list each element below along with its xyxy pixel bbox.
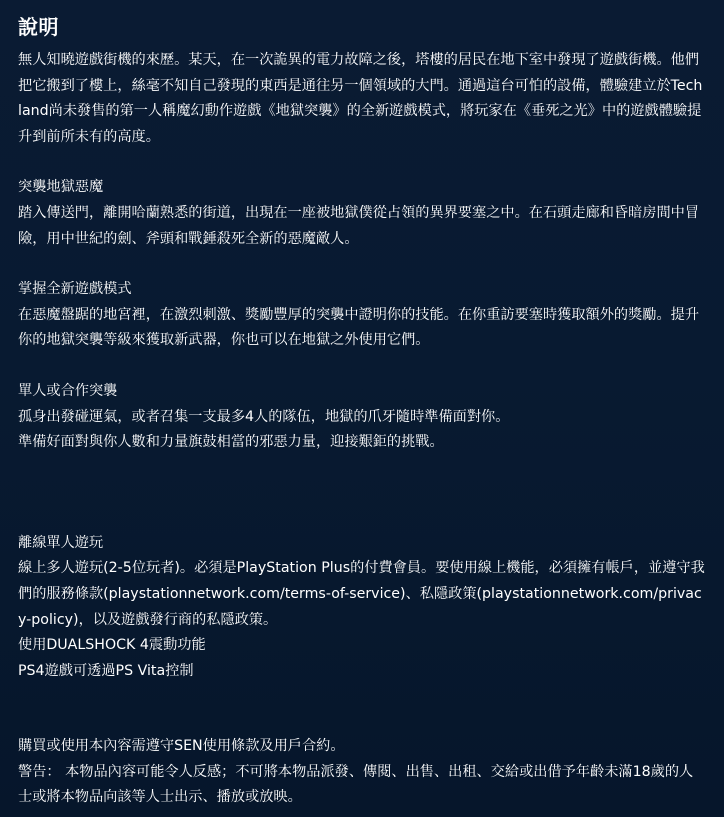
spacer (18, 150, 706, 175)
feature-section-raid (18, 175, 706, 252)
spacer (18, 456, 706, 531)
legal-section (18, 734, 706, 811)
legal-warning-line: 警告： 本物品內容可能令人反感；不可將本物品派發、傳閱、出售、出租、交給或出借予年齡未滿18歲的人士或將本物品向該等人士出示、播放或放映。 (18, 763, 694, 806)
feature-heading: 突襲地獄惡魔 (18, 179, 104, 196)
feature-line: 孤身出發碰運氣，或者召集一支最多4人的隊伍，地獄的爪牙隨時準備面對你。 (18, 408, 510, 425)
feature-line: 準備好面對與你人數和力量旗鼓相當的邪惡力量，迎接艱鉅的挑戰。 (18, 434, 444, 451)
feature-body: 在惡魔盤踞的地宮裡，在激烈刺激、獎勵豐厚的突襲中證明你的技能。在你重訪要塞時獲取額外的獎勵。提升你的地獄突襲等級來獲取新武器，你也可以在地獄之外使用它們。 (18, 306, 700, 349)
feature-heading: 單人或合作突襲 (18, 382, 118, 399)
spacer (18, 252, 706, 277)
feature-heading: 掌握全新遊戲模式 (18, 281, 132, 298)
spacer (18, 354, 706, 379)
section-title: 說明 (18, 15, 59, 39)
online-feature-line: PS4遊戲可透過PS Vita控制 (18, 662, 194, 679)
feature-section-mode (18, 277, 706, 354)
online-feature-line: 使用DUALSHOCK 4震動功能 (18, 637, 206, 654)
spacer (18, 684, 706, 734)
online-body: 線上多人遊玩(2-5位玩者)。必須是PlayStation Plus的付費會員。要使用線上機能，必須擁有帳戶，並遵守我們的服務條款(playstationnetwork.com/terms-of-service)、私隱政策(playstationnetwork.com/privacy-policy)，以及遊戲發行商的私隱政策。 (18, 560, 705, 628)
legal-terms-line: 購買或使用本內容需遵守SEN使用條款及用戶合約。 (18, 738, 345, 755)
feature-section-coop (18, 379, 706, 456)
online-info-section (18, 531, 706, 685)
feature-body: 踏入傳送門，離開哈蘭熟悉的街道，出現在一座被地獄僕從占領的異界要塞之中。在石頭走廊和昏暗房間中冒險，用中世紀的劍、斧頭和戰錘殺死全新的惡魔敵人。 (18, 204, 700, 247)
online-heading: 離線單人遊玩 (18, 534, 104, 551)
intro-paragraph: 無人知曉遊戲街機的來歷。某天，在一次詭異的電力故障之後，塔樓的居民在地下室中發現了遊戲街機。他們把它搬到了樓上，絲毫不知自己發現的東西是通往另一個領域的大門。通過這台可怕的設備，體驗建立於Techland尚未發售的第一人稱魔幻動作遊戲《地獄突襲》的全新遊戲模式，將玩家在《垂死之光》中的遊戲體驗提升到前所未有的高度。 (18, 52, 703, 145)
